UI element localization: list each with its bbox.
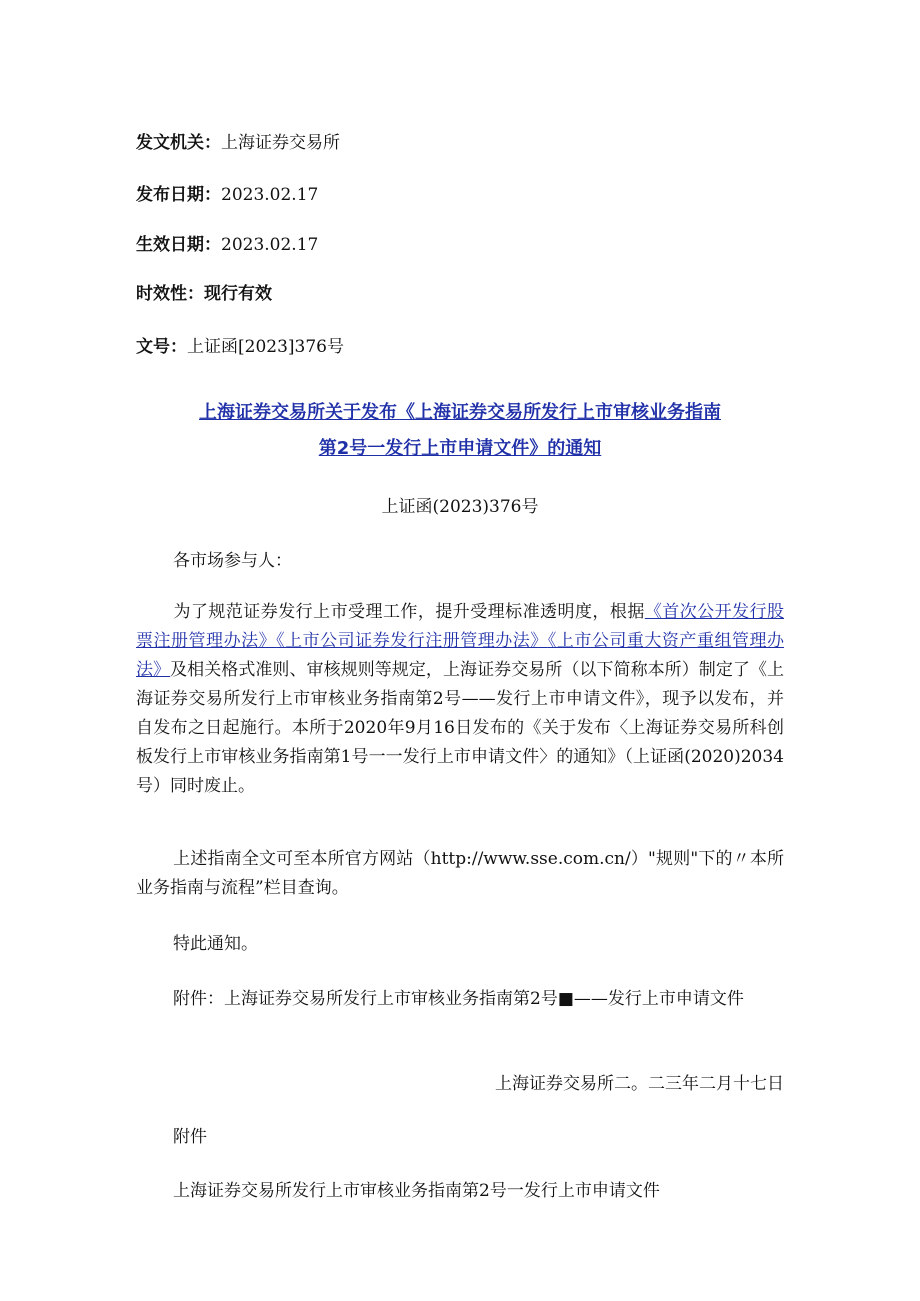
document-number: 上证函(2023)376号: [381, 497, 539, 517]
body-p4-text: 附件：上海证券交易所发行上市审核业务指南第2号■——发行上市申请文件: [173, 989, 744, 1009]
docno-value: 上证函[2023]376号: [187, 337, 344, 357]
validity-row: [136, 282, 272, 306]
body-p3-text: 特此通知。: [173, 934, 258, 954]
effective-date-label: 生效日期：: [136, 235, 221, 255]
issuer-row: [136, 131, 340, 155]
link-ipo-registration-measures[interactable]: 《首次公开发行股票注册管理办法》: [136, 602, 785, 651]
docno-label: 文号：: [136, 337, 187, 357]
validity-value: 现行有效: [204, 284, 272, 304]
effective-date-row: [136, 233, 318, 257]
body-paragraph-3: [136, 930, 784, 959]
link-major-asset-restructuring-measures[interactable]: 《上市公司重大资产重组管理办法》: [136, 631, 785, 680]
issuer-value: 上海证券交易所: [221, 133, 340, 153]
notice-title-line-2[interactable]: 第2号一发行上市申请文件》的通知: [318, 438, 602, 459]
salutation-text: 各市场参与人：: [173, 551, 292, 571]
signature: 上海证券交易所二。二三年二月十七日: [495, 1074, 784, 1094]
publish-date-value: 2023.02.17: [221, 185, 319, 205]
effective-date-value: 2023.02.17: [221, 235, 319, 255]
body-p1-rest: 及相关格式准则、审核规则等规定，上海证券交易所（以下简称本所）制定了《上海证券交易所发行上市审核业务指南第2号——发行上市申请文件》，现予以发布，并自发布之日起施行。本所于2020年9月16日发布的《关于发布〈上海证券交易所科创板发行上市审核业务指南第1号一一发行上市申请文件〉的通知》（上证函(2020)2034号）同时废止。: [136, 660, 784, 796]
publish-date-label: 发布日期：: [136, 185, 221, 205]
salutation: [136, 547, 784, 576]
body-p1-intro: 为了规范证券发行上市受理工作，提升受理标准透明度，根据: [173, 602, 645, 622]
body-paragraph-4: [136, 985, 784, 1014]
body-p2-text: 上述指南全文可至本所官方网站（http://www.sse.com.cn/）"规则"下的〃本所业务指南与流程”栏目查询。: [136, 849, 784, 898]
validity-label: 时效性：: [136, 284, 204, 304]
attachment-title: 上海证券交易所发行上市审核业务指南第2号一发行上市申请文件: [173, 1181, 660, 1201]
publish-date-row: [136, 183, 318, 207]
issuer-label: 发文机关：: [136, 133, 221, 153]
body-paragraph-1: [136, 598, 784, 801]
attachment-label: 附件: [173, 1127, 207, 1147]
docno-row: [136, 335, 344, 359]
body-paragraph-2: [136, 845, 784, 903]
link-listed-company-issuance-measures[interactable]: 《上市公司证券发行注册管理办法》: [276, 631, 548, 651]
notice-title-line-1[interactable]: 上海证券交易所关于发布《上海证券交易所发行上市审核业务指南: [199, 402, 721, 423]
